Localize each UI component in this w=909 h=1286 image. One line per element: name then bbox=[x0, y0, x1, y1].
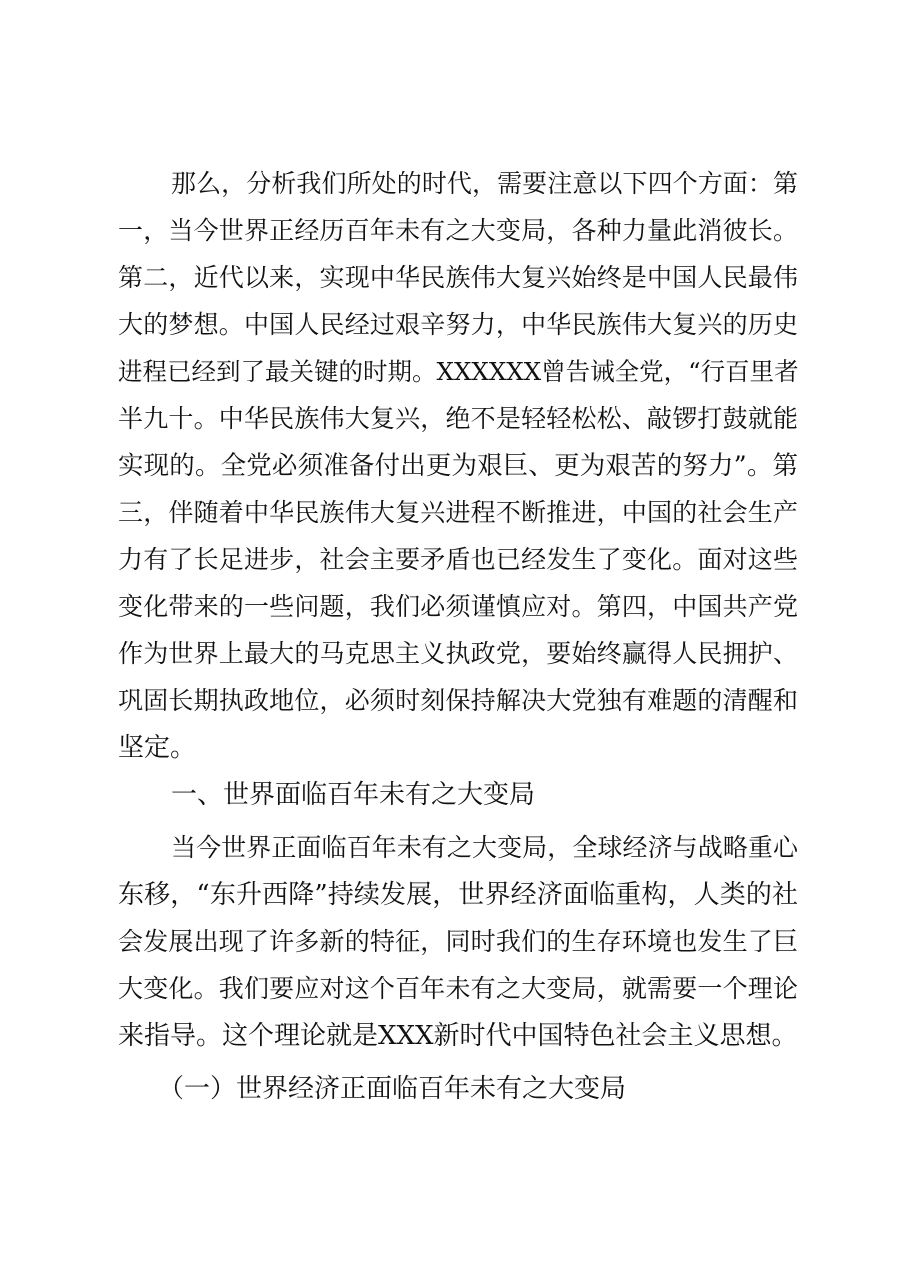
paragraph-line: 进程已经到了最关键的时期。XXXXXX曾告诫全党，“行百里者 bbox=[118, 357, 799, 386]
paragraph-line: 坚定。 bbox=[118, 733, 197, 763]
paragraph-line: 变化带来的一些问题，我们必须谨慎应对。第四，中国共产党 bbox=[118, 592, 798, 621]
paragraph-line: 巩固长期执政地位，必须时刻保持解决大党独有难题的清醒和 bbox=[118, 686, 798, 715]
paragraph-line: 半九十。中华民族伟大复兴，绝不是轻轻松松、敲锣打鼓就能 bbox=[118, 404, 798, 433]
paragraph-line: 一，当今世界正经历百年未有之大变局，各种力量此消彼长。 bbox=[118, 216, 798, 245]
paragraph-line: 会发展出现了许多新的特征，同时我们的生存环境也发生了巨 bbox=[118, 927, 798, 956]
paragraph-line: 东移，“东升西降”持续发展，世界经济面临重构，人类的社 bbox=[118, 880, 798, 910]
paragraph-line: 大变化。我们要应对这个百年未有之大变局，就需要一个理论 bbox=[118, 974, 798, 1003]
paragraph-line: 那么，分析我们所处的时代，需要注意以下四个方面：第 bbox=[171, 169, 798, 198]
paragraph-line: 当今世界正面临百年未有之大变局，全球经济与战略重心 bbox=[171, 833, 798, 862]
paragraph-line: 来指导。这个理论就是XXX新时代中国特色社会主义思想。 bbox=[118, 1021, 798, 1051]
subsection-heading: （一）世界经济正面临百年未有之大变局 bbox=[158, 1074, 627, 1104]
paragraph-line: 力有了长足进步，社会主要矛盾也已经发生了变化。面对这些 bbox=[118, 545, 798, 574]
paragraph-line: 大的梦想。中国人民经过艰辛努力，中华民族伟大复兴的历史 bbox=[118, 310, 798, 339]
paragraph-line: 三，伴随着中华民族伟大复兴进程不断推进，中国的社会生产 bbox=[118, 498, 798, 527]
paragraph-line: 第二，近代以来，实现中华民族伟大复兴始终是中国人民最伟 bbox=[118, 263, 798, 292]
paragraph-line: 作为世界上最大的马克思主义执政党，要始终赢得人民拥护、 bbox=[118, 639, 798, 668]
section-heading: 一、世界面临百年未有之大变局 bbox=[171, 780, 536, 810]
paragraph-line: 实现的。全党必须准备付出更为艰巨、更为艰苦的努力”。第 bbox=[118, 451, 798, 481]
